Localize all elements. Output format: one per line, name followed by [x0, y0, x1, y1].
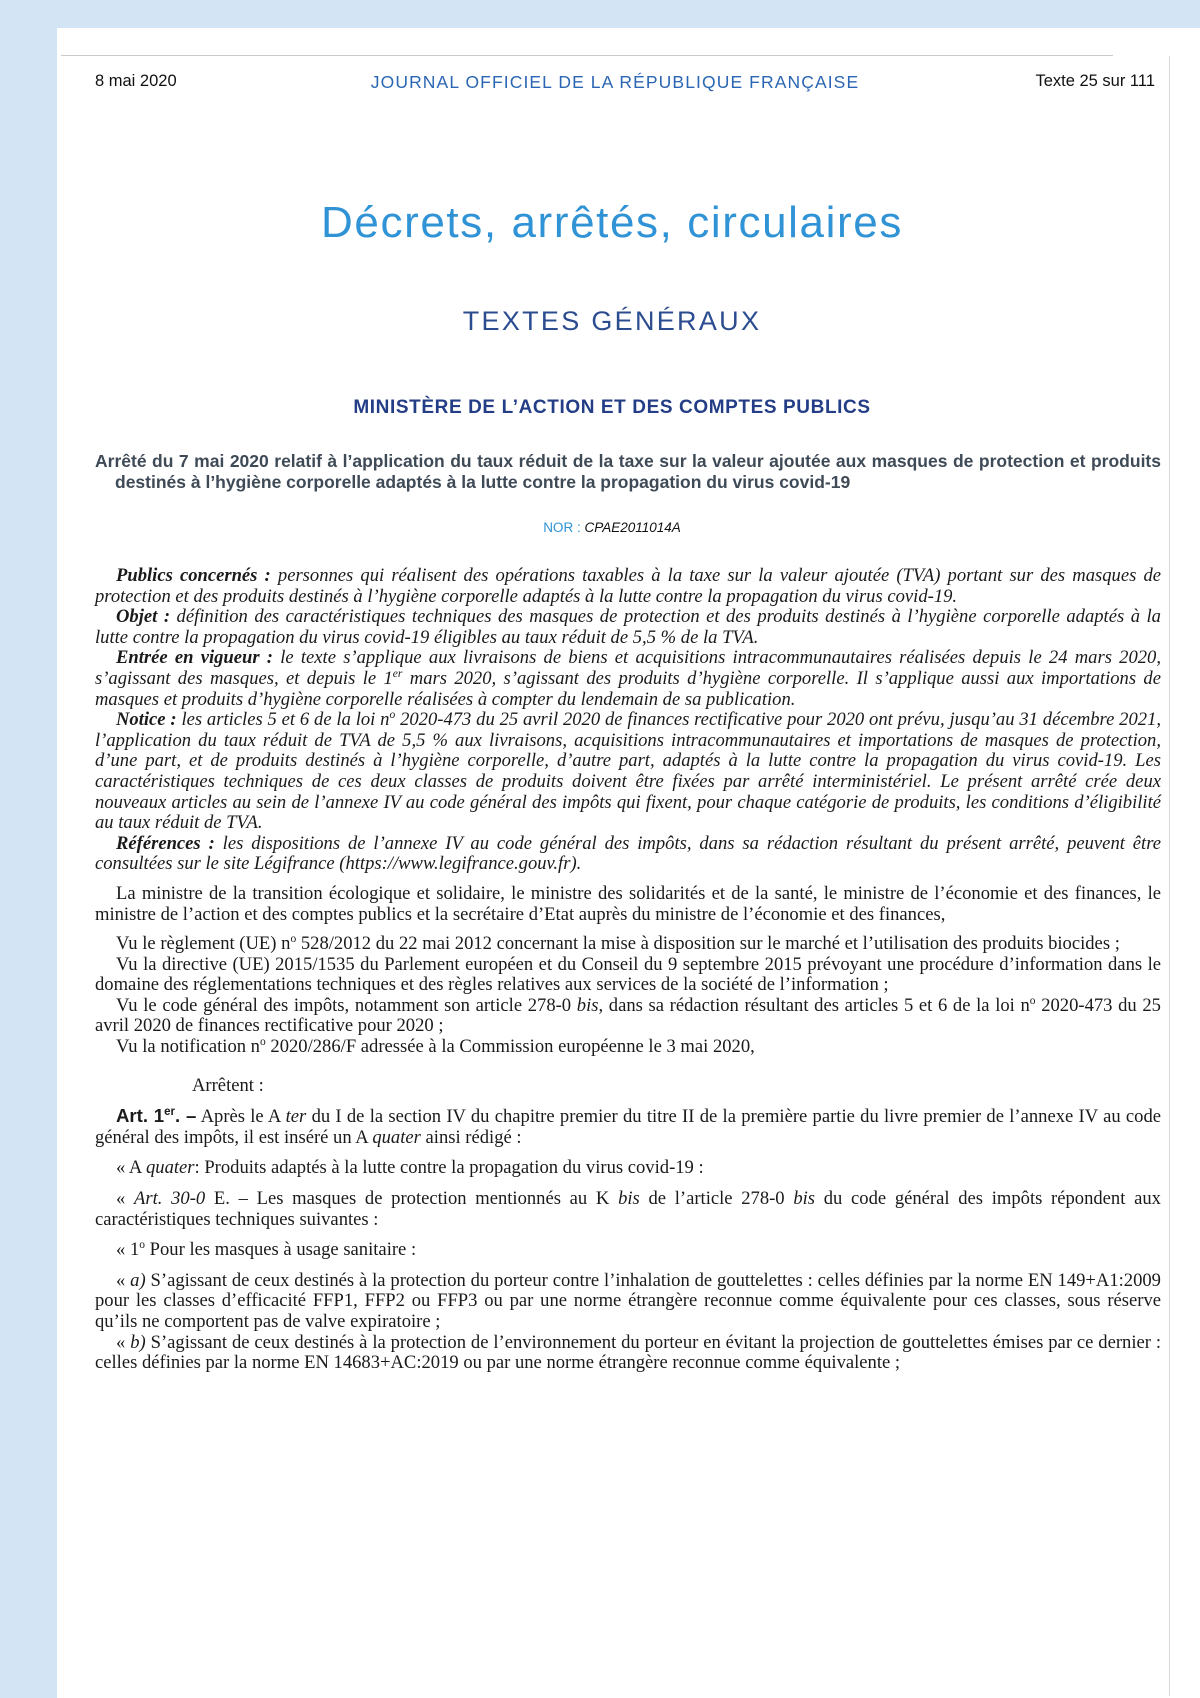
summary-entree-label: Entrée en vigueur :	[116, 647, 273, 669]
summary-publics-label: Publics concernés :	[116, 565, 271, 586]
summary-references-text: les dispositions de l’annexe IV au code général des impôts, dans sa rédaction résultant du présent arrêté, peuvent être consultées sur le site Légifrance (https://www.legifrance.gouv.fr).	[95, 832, 1162, 875]
visa-1-sup: o	[290, 932, 297, 945]
preamble: La ministre de la transition écologique et solidaire, le ministre des solidarités et de la santé, le ministre de l’économie et des finances, le ministre de l’action et des comptes publics et la secrétaire d’Etat auprès du ministre de l’économie et des finances,	[95, 882, 1161, 925]
header-text-number: Texte 25 sur 111	[1035, 72, 1155, 90]
item-1-sup: o	[139, 1239, 146, 1252]
article-1-dash: . –	[175, 1105, 197, 1127]
item-a	[95, 1271, 1161, 1333]
nor-reference	[57, 520, 1167, 535]
visa-3-text-a: Vu le code général des impôts, notamment son article 278-0	[116, 994, 572, 1016]
summary-objet-text: définition des caractéristiques techniques des masques de protection et des produits destinés à l’hygiène corporelle adaptés à la lutte contre la propagation du virus covid-19 éligibles au taux réduit de 5,5 % de la TVA.	[95, 606, 1161, 648]
article-30-open: «	[116, 1188, 126, 1210]
item-a-text: S’agissant de ceux destinés à la protection du porteur contre l’inhalation de gouttelettes : celles définies par la norme EN 149+A1:2009 pour les classes d’efficacité FFP1, FFP2 ou FFP3 ou par une norme étrangère reconnue comme équivalente pour ces classes, sous réserve qu’ils ne comportent pas de valve expiratoire ;	[95, 1269, 1161, 1332]
rubric-title: Décrets, arrêtés, circulaires	[321, 198, 903, 247]
visa-1-text-b: 528/2012 du 22 mai 2012 concernant la mise à disposition sur le marché et l’utilisation des produits biocides ;	[300, 933, 1120, 955]
right-margin-rule	[1169, 56, 1170, 1696]
header-date: 8 mai 2020	[95, 72, 177, 90]
article-1-text-b: du I de la section IV du chapitre premier du titre II de la première partie du livre premier de l’annexe IV au code général des impôts, il est inséré un A	[95, 1106, 1161, 1148]
header-rule	[61, 55, 1113, 56]
article-1-text-a: Après le A	[200, 1106, 281, 1128]
summary-publics	[95, 566, 1161, 607]
summary-publics-text: personnes qui réalisent des opérations taxables à la taxe sur la valeur ajoutée (TVA) portant sur des masques de protection et des produits destinés à l’hygiène corporelle adaptés à la lutte contre la propagation du virus covid-19.	[95, 565, 1161, 607]
article-1-label-sup: er	[164, 1106, 176, 1119]
visa-3-bis: bis	[576, 994, 599, 1016]
visa-3-text-c: 2020-473 du 25 avril 2020 de finances rectificative pour 2020 ;	[95, 994, 1161, 1037]
summary-entree-sup: er	[392, 667, 403, 680]
item-b-open: «	[116, 1331, 126, 1353]
article-30-bis-2: bis	[793, 1188, 816, 1210]
article-1-label	[116, 1105, 196, 1126]
visa-3-sup: o	[1029, 994, 1036, 1007]
article-30-text-b: de l’article 278-0	[648, 1188, 785, 1210]
item-1	[95, 1240, 1161, 1261]
section-title: TEXTES GÉNÉRAUX	[462, 306, 762, 336]
visa-4	[95, 1037, 1161, 1058]
visa-2: Vu la directive (UE) 2015/1535 du Parlement européen et du Conseil du 9 septembre 2015 prévoyant une procédure d’information dans le domaine des réglementations techniques et des règles relatives aux services de la société de l’information ;	[95, 953, 1161, 996]
visa-1	[95, 934, 1161, 955]
summary-entree	[95, 648, 1161, 710]
ministry-heading: MINISTÈRE DE L’ACTION ET DES COMPTES PUBLICS	[353, 397, 871, 418]
item-1-text-a: « 1	[116, 1239, 140, 1261]
summary-objet-label: Objet :	[116, 606, 171, 628]
article-1-quater: quater	[372, 1126, 421, 1148]
a-quater-heading	[95, 1158, 1161, 1179]
a-quater-text: : Produits adaptés à la lutte contre la propagation du virus covid-19 :	[194, 1157, 704, 1179]
journal-page	[57, 28, 1200, 1698]
summary-notice-text-2: 2020-473 du 25 avril 2020 de finances rectificative pour 2020 ont prévu, jusqu’au 31 décembre 2021, l’application du taux réduit de TVA de 5,5 % aux livraisons, acquisitions intracommunautaires et importations de masques de protection, d’une part, et de produits destinés à l’hygiène corporelle, d’autre part, adaptés à la lutte contre la propagation du virus covid-19. Les caractéristiques techniques de ces deux classes de produits doivent être fixées par arrêté interministériel. Le présent arrêté crée deux nouveaux articles au sein de l’annexe IV au code général des impôts qui fixent, pour chaque catégorie de produits, les conditions d’éligibilité au taux réduit de TVA.	[95, 709, 1162, 834]
summary-objet	[95, 607, 1161, 648]
article-1	[95, 1106, 1161, 1148]
summary-notice-sup: o	[389, 708, 396, 721]
summary-entree-text-2: mars 2020, s’agissant des produits d’hygiène corporelle. Il s’applique aussi aux importations de masques et produits d’hygiène corporelle réalisées à compter du lendemain de sa publication.	[95, 667, 1161, 710]
article-1-text-c: ainsi rédigé :	[425, 1126, 522, 1148]
a-quater-open: « A	[116, 1157, 142, 1179]
summary-notice	[95, 710, 1161, 834]
item-a-open: «	[116, 1269, 126, 1291]
summary-notice-label: Notice :	[116, 709, 177, 731]
article-30-0-e	[95, 1189, 1161, 1230]
visa-3	[95, 996, 1161, 1037]
article-30-text-c: du code général des impôts répondent aux caractéristiques techniques suivantes :	[95, 1188, 1161, 1230]
visa-4-text-b: 2020/286/F adressée à la Commission européenne le 3 mai 2020,	[270, 1036, 755, 1058]
nor-value: CPAE2011014A	[584, 520, 681, 535]
item-1-text-b: Pour les masques à usage sanitaire :	[149, 1239, 417, 1261]
article-30-label: Art. 30-0	[134, 1188, 206, 1210]
article-1-label-text: Art. 1	[116, 1105, 165, 1127]
item-a-label: a)	[130, 1269, 146, 1291]
a-quater-word: quater	[145, 1157, 195, 1179]
header-journal-name: JOURNAL OFFICIEL DE LA RÉPUBLIQUE FRANÇAISE	[370, 72, 860, 92]
summary-references	[95, 834, 1161, 875]
summary-entree-text-1: le texte s’applique aux livraisons de biens et acquisitions intracommunautaires réalisées depuis le 24 mars 2020, s’agissant des masques, et depuis le 1	[95, 647, 1161, 689]
arretent: Arrêtent :	[192, 1074, 264, 1096]
nor-label: NOR :	[543, 520, 581, 535]
item-b-text: S’agissant de ceux destinés à la protection de l’environnement du porteur en évitant la projection de gouttelettes émises par ce dernier : celles définies par la norme EN 14683+AC:2019 ou par une norme étrangère reconnue comme équivalente ;	[95, 1331, 1162, 1374]
arrete-title: Arrêté du 7 mai 2020 relatif à l’application du taux réduit de la taxe sur la valeur ajoutée aux masques de protection et produits destinés à l’hygiène corporelle adaptés à la lutte contre la propagation du virus covid-19	[95, 451, 1161, 492]
visa-3-text-b: , dans sa rédaction résultant des articles 5 et 6 de la loi n	[598, 994, 1030, 1016]
article-30-text-a: E. – Les masques de protection mentionnés au K	[213, 1188, 610, 1210]
visa-4-sup: o	[259, 1035, 266, 1048]
article-30-bis-1: bis	[618, 1188, 640, 1210]
item-b-label: b)	[130, 1331, 146, 1353]
article-1-ter: ter	[285, 1106, 307, 1128]
summary-notice-text-1: les articles 5 et 6 de la loi n	[181, 709, 390, 731]
item-b	[95, 1333, 1161, 1374]
visa-4-text-a: Vu la notification n	[116, 1036, 260, 1058]
visa-1-text-a: Vu le règlement (UE) n	[116, 933, 291, 955]
summary-references-label: Références :	[116, 832, 215, 854]
document-body	[95, 566, 1161, 1374]
